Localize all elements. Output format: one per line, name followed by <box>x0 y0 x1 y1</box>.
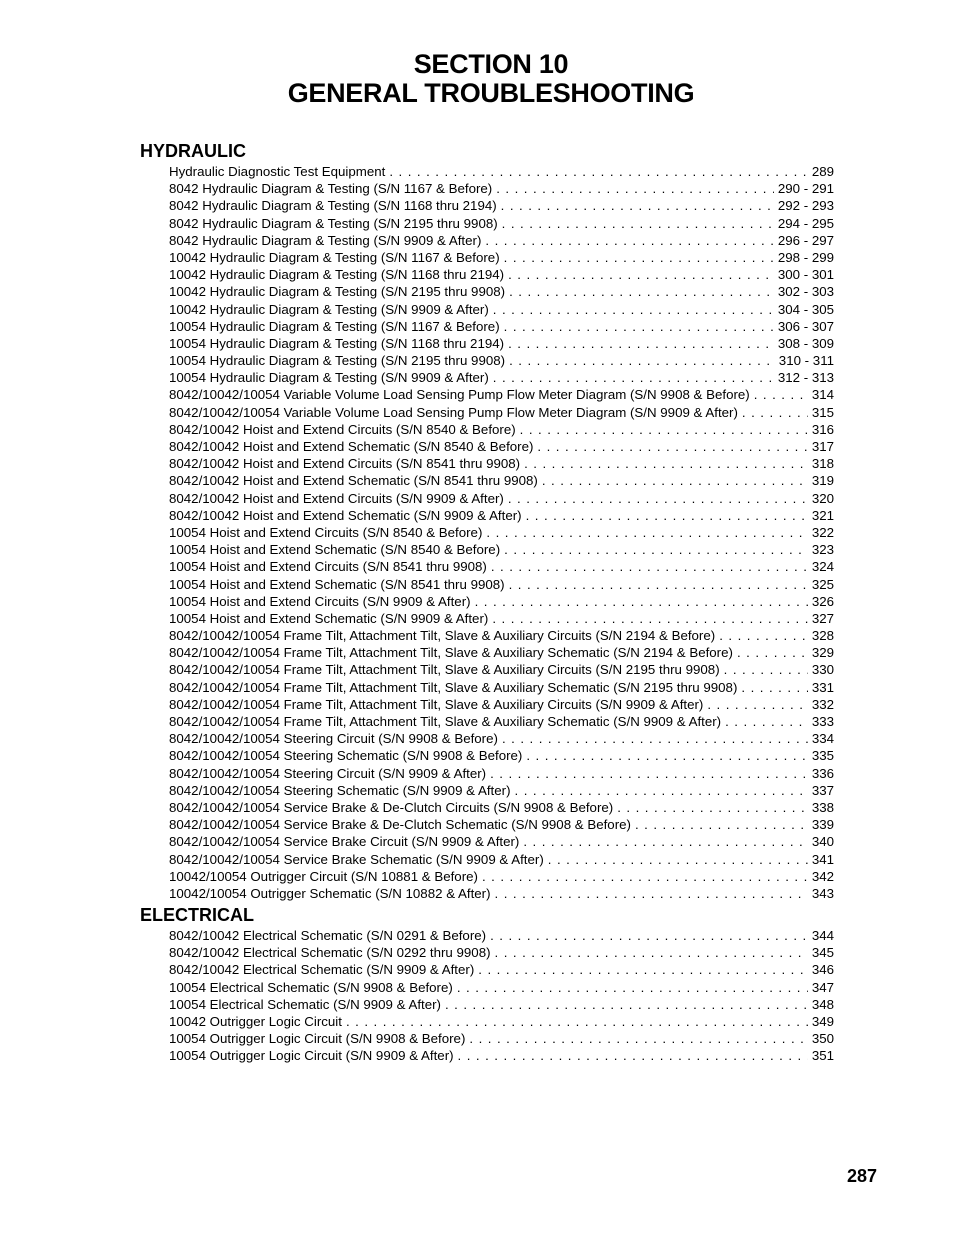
toc-entry-title: 10042 Outrigger Logic Circuit <box>169 1013 342 1029</box>
toc-entry-page: 333 <box>811 714 834 729</box>
toc-entry[interactable] <box>169 335 834 352</box>
toc-entry[interactable] <box>169 490 834 507</box>
toc-entry-page: 345 <box>811 945 834 961</box>
toc-entry-title: 10054 Hoist and Extend Schematic (S/N 9909 & After) <box>169 610 489 626</box>
toc-entry[interactable] <box>169 541 834 558</box>
toc-entry-title: 10054 Hydraulic Diagram & Testing (S/N 1168 thru 2194) <box>169 335 505 351</box>
dot-leader <box>719 627 808 644</box>
dot-leader <box>617 799 808 816</box>
dot-leader <box>754 386 808 403</box>
toc-entry-title: 8042/10042/10054 Frame Tilt, Attachment Tilt, Slave & Auxiliary Circuits (S/N 9909 & After) <box>169 696 704 712</box>
toc-entry-title: 8042/10042/10054 Service Brake Circuit (S/N 9909 & After) <box>169 834 520 850</box>
dot-leader <box>523 833 807 850</box>
toc-entry[interactable] <box>169 713 834 730</box>
toc-entry-page: 292 - 293 <box>777 198 834 214</box>
dot-leader <box>490 765 808 782</box>
toc-entry-page: 350 <box>811 1031 834 1047</box>
toc-entry[interactable] <box>169 627 834 644</box>
toc-entry-title: 8042/10042/10054 Service Brake Schematic (S/N 9909 & After) <box>169 851 544 867</box>
dot-leader <box>526 747 807 764</box>
toc-entry-title: 8042/10042/10054 Variable Volume Load Sensing Pump Flow Meter Diagram (S/N 9908 & Before) <box>169 387 750 403</box>
toc-entry[interactable] <box>169 404 834 421</box>
toc-entry-page: 308 - 309 <box>777 335 834 351</box>
toc-entry[interactable] <box>169 283 834 300</box>
toc-entry-page: 321 <box>811 507 834 523</box>
toc-entry[interactable] <box>169 163 834 180</box>
toc-entry-page: 344 <box>811 928 834 943</box>
toc-entry-page: 325 <box>811 576 834 592</box>
toc-entry-page: 306 - 307 <box>777 318 834 334</box>
section-name: GENERAL TROUBLESHOOTING <box>287 78 695 108</box>
toc-entry-page: 304 - 305 <box>777 301 834 317</box>
toc-entry-page: 329 <box>811 645 834 661</box>
toc-entry-page: 289 <box>811 164 834 179</box>
toc-entry-title: 8042/10042/10054 Frame Tilt, Attachment Tilt, Slave & Auxiliary Schematic (S/N 2194 & Before) <box>169 645 733 661</box>
toc-entry[interactable] <box>169 421 834 438</box>
toc-entry[interactable] <box>169 816 834 833</box>
toc-entry-page: 323 <box>811 542 834 558</box>
toc-entry-page: 338 <box>811 799 834 815</box>
toc-entry-page: 340 <box>811 834 834 850</box>
toc-entry-title: 8042 Hydraulic Diagram & Testing (S/N 2195 thru 9908) <box>169 215 498 231</box>
toc-entry-page: 327 <box>811 610 834 626</box>
toc-entry-page: 314 <box>811 387 834 403</box>
dot-leader <box>457 979 808 996</box>
toc-entry[interactable] <box>169 180 834 197</box>
dot-leader <box>737 644 808 661</box>
dot-leader <box>742 404 808 421</box>
toc-entry-title: 8042/10042/10054 Service Brake & De-Clutch Schematic (S/N 9908 & Before) <box>169 817 631 833</box>
toc-entry-page: 312 - 313 <box>777 370 834 386</box>
toc-entry-title: 8042/10042 Hoist and Extend Schematic (S/N 9909 & After) <box>169 507 522 523</box>
dot-leader <box>515 782 808 799</box>
dot-leader <box>485 232 773 249</box>
toc-entry[interactable] <box>169 679 834 696</box>
hydraulic-heading: HYDRAULIC <box>140 141 246 161</box>
toc-entry-page: 320 <box>811 490 834 506</box>
dot-leader <box>509 352 775 369</box>
toc-entry-page: 343 <box>811 885 834 901</box>
dot-leader <box>496 180 774 197</box>
section-title <box>0 50 954 108</box>
toc-entry-page: 347 <box>811 979 834 995</box>
toc-entry-title: 8042/10042/10054 Service Brake & De-Clutch Circuits (S/N 9908 & Before) <box>169 799 614 815</box>
toc-entry-page: 315 <box>811 404 834 420</box>
dot-leader <box>490 927 808 944</box>
toc-entry[interactable] <box>169 369 834 386</box>
toc-entry[interactable] <box>169 1013 834 1030</box>
dot-leader <box>504 541 808 558</box>
dot-leader <box>635 816 808 833</box>
toc-entry-title: 8042/10042/10054 Frame Tilt, Attachment Tilt, Slave & Auxiliary Schematic (S/N 9909 & After) <box>169 714 722 729</box>
page-number: 287 <box>846 1166 877 1186</box>
toc-entry-title: 8042/10042/10054 Steering Circuit (S/N 9909 & After) <box>169 765 487 781</box>
toc-entry-title: 8042/10042 Hoist and Extend Schematic (S/N 8541 thru 9908) <box>169 473 538 489</box>
dot-leader <box>501 197 774 214</box>
toc-entry-title: 10042/10054 Outrigger Schematic (S/N 10882 & After) <box>169 885 491 901</box>
toc-entry[interactable] <box>169 661 834 678</box>
toc-entry[interactable] <box>169 765 834 782</box>
toc-entry-title: 10054 Hydraulic Diagram & Testing (S/N 1167 & Before) <box>169 318 500 334</box>
toc-entry-title: 8042/10042/10054 Steering Schematic (S/N 9909 & After) <box>169 782 511 798</box>
toc-entry-page: 322 <box>811 524 834 540</box>
toc-entry[interactable] <box>169 1047 834 1064</box>
toc-entry[interactable] <box>169 927 834 944</box>
toc-entry-page: 294 - 295 <box>777 215 834 231</box>
toc-entry[interactable] <box>169 610 834 627</box>
dot-leader <box>495 944 808 961</box>
toc-entry[interactable] <box>169 833 834 850</box>
toc-entry[interactable] <box>169 386 834 403</box>
toc-entry-page: 302 - 303 <box>777 284 834 300</box>
dot-leader <box>492 610 808 627</box>
toc-entry[interactable] <box>169 232 834 249</box>
toc-entry-page: 326 <box>811 593 834 609</box>
toc-entry[interactable] <box>169 868 834 885</box>
toc-entry-page: 331 <box>811 679 834 695</box>
toc-entry[interactable] <box>169 996 834 1013</box>
dot-leader <box>707 696 807 713</box>
toc-entry-page: 318 <box>811 456 834 472</box>
toc-entry[interactable] <box>169 352 834 369</box>
toc-entry-page: 328 <box>811 628 834 644</box>
toc-entry-page: 346 <box>811 962 834 978</box>
dot-leader <box>491 558 808 575</box>
toc-entry[interactable] <box>169 730 834 747</box>
toc-entry-title: 8042/10042 Electrical Schematic (S/N 0291 & Before) <box>169 928 487 943</box>
toc-entry-title: 10054 Outrigger Logic Circuit (S/N 9909 & After) <box>169 1048 454 1064</box>
toc-entry[interactable] <box>169 644 834 661</box>
toc-entry-title: 10054 Hoist and Extend Circuits (S/N 9909 & After) <box>169 593 471 609</box>
dot-leader <box>508 490 808 507</box>
toc-entry[interactable] <box>169 782 834 799</box>
dot-leader <box>504 318 774 335</box>
toc-entry-page: 334 <box>811 731 834 747</box>
toc-entry-page: 316 <box>811 421 834 437</box>
toc-entry[interactable] <box>169 799 834 816</box>
dot-leader <box>475 593 808 610</box>
toc-entry-page: 298 - 299 <box>777 249 834 265</box>
toc-entry[interactable] <box>169 1030 834 1047</box>
dot-leader <box>725 713 808 730</box>
toc-entry-page: 310 - 311 <box>778 353 834 369</box>
toc-entry-title: 8042/10042/10054 Steering Circuit (S/N 9908 & Before) <box>169 731 498 747</box>
dot-leader <box>495 885 808 902</box>
dot-leader <box>458 1047 808 1064</box>
toc-entry-title: 10054 Hoist and Extend Circuits (S/N 8541 thru 9908) <box>169 559 487 575</box>
toc-entry-title: 8042/10042/10054 Frame Tilt, Attachment Tilt, Slave & Auxiliary Circuits (S/N 2195 thru 9908) <box>169 662 720 678</box>
dot-leader <box>724 661 808 678</box>
dot-leader <box>502 215 774 232</box>
electrical-toc <box>169 927 834 1065</box>
toc-entry-title: 8042 Hydraulic Diagram & Testing (S/N 1168 thru 2194) <box>169 198 497 214</box>
dot-leader <box>537 438 807 455</box>
toc-entry-page: 300 - 301 <box>777 267 834 283</box>
toc-entry-page: 296 - 297 <box>777 232 834 248</box>
toc-entry-page: 332 <box>811 696 834 712</box>
dot-leader <box>478 961 808 978</box>
toc-entry-page: 290 - 291 <box>777 181 834 197</box>
toc-entry-title: 10054 Hoist and Extend Schematic (S/N 8540 & Before) <box>169 542 501 558</box>
toc-entry-title: Hydraulic Diagnostic Test Equipment <box>169 164 386 179</box>
dot-leader <box>389 163 808 180</box>
toc-entry[interactable] <box>169 215 834 232</box>
toc-entry-title: 10054 Hydraulic Diagram & Testing (S/N 2195 thru 9908) <box>169 353 506 369</box>
hydraulic-toc <box>169 163 834 902</box>
toc-entry[interactable] <box>169 576 834 593</box>
toc-entry-title: 8042/10042 Electrical Schematic (S/N 0292 thru 9908) <box>169 945 491 961</box>
dot-leader <box>741 679 807 696</box>
toc-entry-title: 10042 Hydraulic Diagram & Testing (S/N 9909 & After) <box>169 301 489 317</box>
toc-entry[interactable] <box>169 301 834 318</box>
dot-leader <box>486 524 807 541</box>
toc-entry[interactable] <box>169 593 834 610</box>
toc-entry-title: 8042/10042/10054 Variable Volume Load Sensing Pump Flow Meter Diagram (S/N 9909 & After) <box>169 404 738 420</box>
toc-entry[interactable] <box>169 197 834 214</box>
toc-entry[interactable] <box>169 885 834 902</box>
toc-entry-page: 349 <box>811 1013 834 1029</box>
dot-leader <box>469 1030 807 1047</box>
toc-entry-title: 10054 Electrical Schematic (S/N 9909 & After) <box>169 996 441 1012</box>
dot-leader <box>508 266 774 283</box>
toc-entry-title: 10054 Electrical Schematic (S/N 9908 & Before) <box>169 979 453 995</box>
toc-entry[interactable] <box>169 851 834 868</box>
toc-entry-page: 337 <box>811 782 834 798</box>
section-number: SECTION 10 <box>413 49 569 79</box>
toc-entry[interactable] <box>169 696 834 713</box>
toc-entry[interactable] <box>169 979 834 996</box>
dot-leader <box>445 996 808 1013</box>
toc-entry-title: 8042/10042/10054 Frame Tilt, Attachment Tilt, Slave & Auxiliary Schematic (S/N 2195 thru 9908) <box>169 679 738 695</box>
toc-entry-title: 10054 Hoist and Extend Schematic (S/N 8541 thru 9908) <box>169 576 505 592</box>
toc-entry-title: 8042/10042 Hoist and Extend Circuits (S/N 9909 & After) <box>169 490 504 506</box>
toc-entry-title: 10054 Hoist and Extend Circuits (S/N 8540 & Before) <box>169 524 483 540</box>
dot-leader <box>502 730 808 747</box>
toc-entry-page: 335 <box>811 748 834 764</box>
toc-entry-title: 10054 Hydraulic Diagram & Testing (S/N 9909 & After) <box>169 370 489 386</box>
dot-leader <box>493 369 774 386</box>
toc-entry-page: 324 <box>811 559 834 575</box>
dot-leader <box>509 283 774 300</box>
toc-entry-page: 351 <box>811 1048 834 1064</box>
dot-leader <box>504 249 774 266</box>
dot-leader <box>548 851 808 868</box>
toc-entry-title: 8042 Hydraulic Diagram & Testing (S/N 1167 & Before) <box>169 181 493 197</box>
toc-entry-page: 330 <box>811 662 834 678</box>
toc-entry-title: 8042/10042 Hoist and Extend Circuits (S/N 8541 thru 9908) <box>169 456 521 472</box>
dot-leader <box>493 301 774 318</box>
toc-entry[interactable] <box>169 524 834 541</box>
toc-entry-title: 8042/10042/10054 Frame Tilt, Attachment Tilt, Slave & Auxiliary Circuits (S/N 2194 & Before) <box>169 628 716 644</box>
toc-entry[interactable] <box>169 249 834 266</box>
toc-entry[interactable] <box>169 455 834 472</box>
dot-leader <box>509 576 808 593</box>
toc-entry[interactable] <box>169 438 834 455</box>
toc-entry-title: 10042/10054 Outrigger Circuit (S/N 10881 & Before) <box>169 868 478 884</box>
toc-entry-title: 8042/10042 Hoist and Extend Circuits (S/N 8540 & Before) <box>169 421 516 437</box>
toc-entry[interactable] <box>169 747 834 764</box>
toc-entry[interactable] <box>169 558 834 575</box>
toc-entry-title: 10042 Hydraulic Diagram & Testing (S/N 1167 & Before) <box>169 249 500 265</box>
toc-entry-title: 10054 Outrigger Logic Circuit (S/N 9908 & Before) <box>169 1031 466 1047</box>
electrical-heading: ELECTRICAL <box>140 905 254 925</box>
toc-entry[interactable] <box>169 507 834 524</box>
toc-entry-page: 341 <box>811 851 834 867</box>
dot-leader <box>508 335 774 352</box>
dot-leader <box>526 507 808 524</box>
toc-entry-page: 336 <box>811 765 834 781</box>
dot-leader <box>482 868 808 885</box>
toc-entry-title: 10042 Hydraulic Diagram & Testing (S/N 1168 thru 2194) <box>169 267 505 283</box>
toc-entry-title: 8042/10042/10054 Steering Schematic (S/N 9908 & Before) <box>169 748 523 764</box>
dot-leader <box>524 455 808 472</box>
toc-entry-title: 10042 Hydraulic Diagram & Testing (S/N 2195 thru 9908) <box>169 284 506 300</box>
toc-entry[interactable] <box>169 944 834 961</box>
toc-entry-title: 8042/10042 Electrical Schematic (S/N 9909 & After) <box>169 962 475 978</box>
toc-entry-page: 342 <box>811 868 834 884</box>
toc-entry[interactable] <box>169 472 834 489</box>
toc-entry[interactable] <box>169 318 834 335</box>
toc-entry[interactable] <box>169 961 834 978</box>
toc-entry[interactable] <box>169 266 834 283</box>
dot-leader <box>346 1013 808 1030</box>
dot-leader <box>520 421 808 438</box>
toc-entry-title: 8042/10042 Hoist and Extend Schematic (S/N 8540 & Before) <box>169 439 534 454</box>
toc-entry-page: 348 <box>811 996 834 1012</box>
toc-entry-page: 339 <box>811 817 834 833</box>
dot-leader <box>542 472 808 489</box>
toc-entry-page: 319 <box>811 473 834 489</box>
toc-entry-page: 317 <box>811 439 834 454</box>
toc-entry-title: 8042 Hydraulic Diagram & Testing (S/N 9909 & After) <box>169 232 482 248</box>
